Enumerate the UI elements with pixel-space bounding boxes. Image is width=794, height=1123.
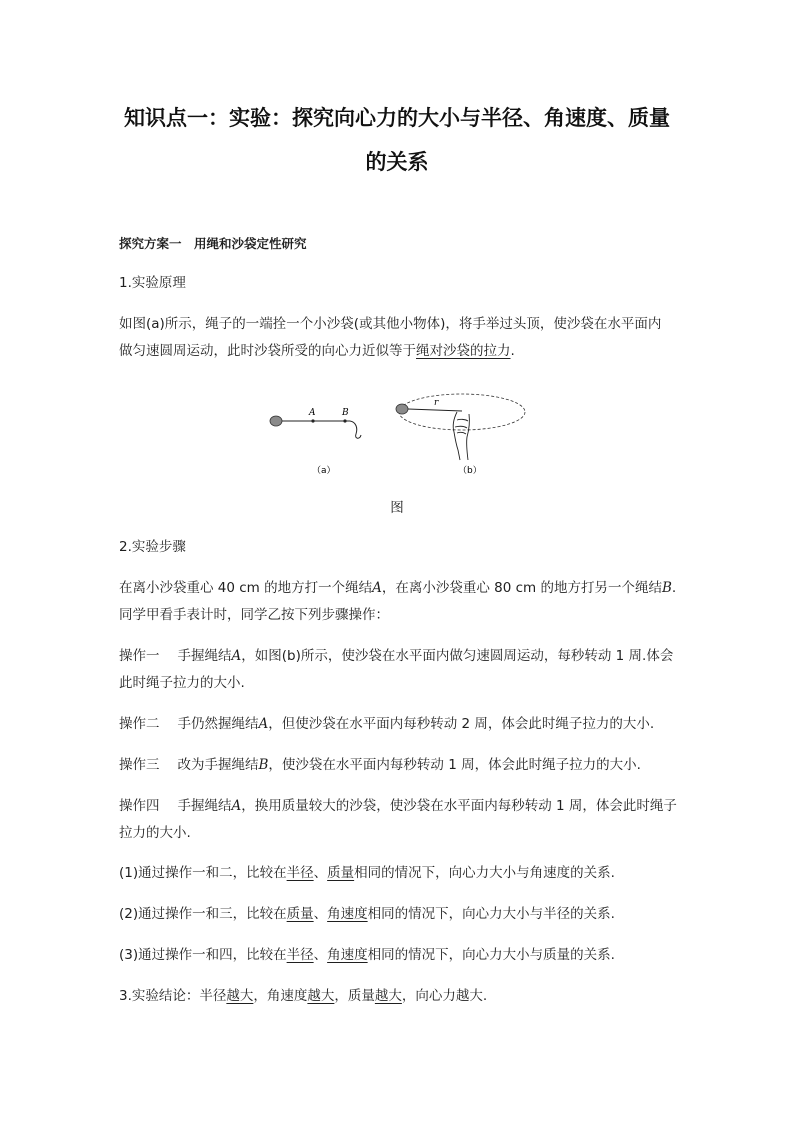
rope-end <box>350 421 361 438</box>
operation-1 <box>119 643 679 697</box>
principle-paragraph <box>119 311 679 365</box>
c2-u1: 质量 <box>286 906 314 922</box>
principle-line-1: 如图(a)所示，绳子的一端拴一个小沙袋(或其他小物体)，将手举过头顶，使沙袋在水平面内 <box>119 316 662 332</box>
label-b-caption: （b） <box>458 466 482 476</box>
hand-icon <box>453 412 469 460</box>
steps-intro-B: B <box>662 580 672 596</box>
c1-sep: 、 <box>313 865 328 881</box>
steps-heading: 2.实验步骤 <box>119 539 186 555</box>
knot-b-icon <box>343 419 346 422</box>
experiment-figure <box>262 392 542 487</box>
op2-pre: 手仍然握绳结 <box>177 716 259 732</box>
steps-intro-1: 在离小沙袋重心 40 cm 的地方打一个绳结 <box>119 580 373 596</box>
figure-a <box>270 408 361 476</box>
steps-intro-2: ，在离小沙袋重心 80 cm 的地方打另一个绳结 <box>381 580 662 596</box>
op3-text: ，使沙袋在水平面内每秒转动 1 周，体会此时绳子拉力的大小. <box>268 757 641 773</box>
section-heading: 探究方案一 用绳和沙袋定性研究 <box>119 236 307 251</box>
sandbag-icon <box>270 416 282 426</box>
label-a-caption: （a） <box>312 466 336 476</box>
rope-b-line <box>408 409 462 411</box>
c2-u2: 角速度 <box>327 906 368 922</box>
principle-line-2 <box>119 338 679 365</box>
label-B: B <box>342 408 349 418</box>
steps-intro <box>119 575 679 629</box>
title-line-2: 的关系 <box>365 150 429 174</box>
c3-b: 相同的情况下，向心力大小与质量的关系. <box>367 947 615 963</box>
conclusion-u1: 越大 <box>226 988 254 1004</box>
conclusion <box>119 983 679 1010</box>
c2-a: (2)通过操作一和三，比较在 <box>119 906 287 922</box>
conclusion-u2: 越大 <box>307 988 335 1004</box>
c2-sep: 、 <box>313 906 328 922</box>
op2-text: ，但使沙袋在水平面内每秒转动 2 周，体会此时绳子拉力的大小. <box>268 716 655 732</box>
conclusion-d: ，向心力越大. <box>401 988 488 1004</box>
sandbag-b-icon <box>396 404 408 414</box>
c2-b: 相同的情况下，向心力大小与半径的关系. <box>367 906 615 922</box>
op1-label: 操作一 <box>119 648 160 664</box>
principle-end: . <box>510 343 515 359</box>
op2-label: 操作二 <box>119 716 160 732</box>
c1-u1: 半径 <box>286 865 314 881</box>
op4-label: 操作四 <box>119 798 160 814</box>
figure-caption: 图 <box>390 500 404 516</box>
title-line-1: 知识点一：实验：探究向心力的大小与半径、角速度、质量 <box>124 106 670 130</box>
figure-b <box>396 394 525 476</box>
comparison-1 <box>119 860 679 887</box>
operation-3 <box>119 752 679 779</box>
c3-u2: 角速度 <box>327 947 368 963</box>
label-A: A <box>309 408 316 418</box>
op4-text: ，换用质量较大的沙袋，使沙袋在水平面内每秒转动 1 周，体会此时绳子拉力的大小. <box>119 798 677 841</box>
operation-2 <box>119 711 679 738</box>
knot-a-icon <box>311 419 314 422</box>
c1-u2: 质量 <box>327 865 355 881</box>
label-r: r <box>434 398 439 408</box>
steps-intro-3: .同学甲看手表计时，同学乙按下列步骤操作： <box>119 580 677 623</box>
c1-a: (1)通过操作一和二，比较在 <box>119 865 287 881</box>
principle-text: 做匀速圆周运动，此时沙袋所受的向心力近似等于 <box>119 343 416 359</box>
steps-intro-A: A <box>372 580 382 596</box>
op4-pre: 手握绳结 <box>177 798 232 814</box>
circular-path <box>399 394 525 430</box>
operation-4 <box>119 793 679 847</box>
op3-B: B <box>258 757 269 773</box>
c3-sep: 、 <box>313 947 328 963</box>
op1-text: ，如图(b)所示，使沙袋在水平面内做匀速圆周运动，每秒转动 1 周.体会此时绳子拉力的大小. <box>119 648 674 691</box>
comparison-2 <box>119 901 679 928</box>
op3-label: 操作三 <box>119 757 160 773</box>
conclusion-a: 3.实验结论：半径 <box>119 988 227 1004</box>
op4-A: A <box>231 798 242 814</box>
c3-u1: 半径 <box>286 947 314 963</box>
conclusion-b: ，角速度 <box>253 988 308 1004</box>
comparison-3 <box>119 942 679 969</box>
principle-heading: 1.实验原理 <box>119 275 186 291</box>
c3-a: (3)通过操作一和四，比较在 <box>119 947 287 963</box>
op1-A: A <box>231 648 242 664</box>
principle-answer: 绳对沙袋的拉力 <box>416 343 511 359</box>
conclusion-u3: 越大 <box>374 988 402 1004</box>
op3-pre: 改为手握绳结 <box>177 757 259 773</box>
op1-pre: 手握绳结 <box>177 648 232 664</box>
op2-A: A <box>258 716 269 732</box>
c1-b: 相同的情况下，向心力大小与角速度的关系. <box>354 865 615 881</box>
conclusion-c: ，质量 <box>334 988 375 1004</box>
page-title <box>100 96 694 184</box>
